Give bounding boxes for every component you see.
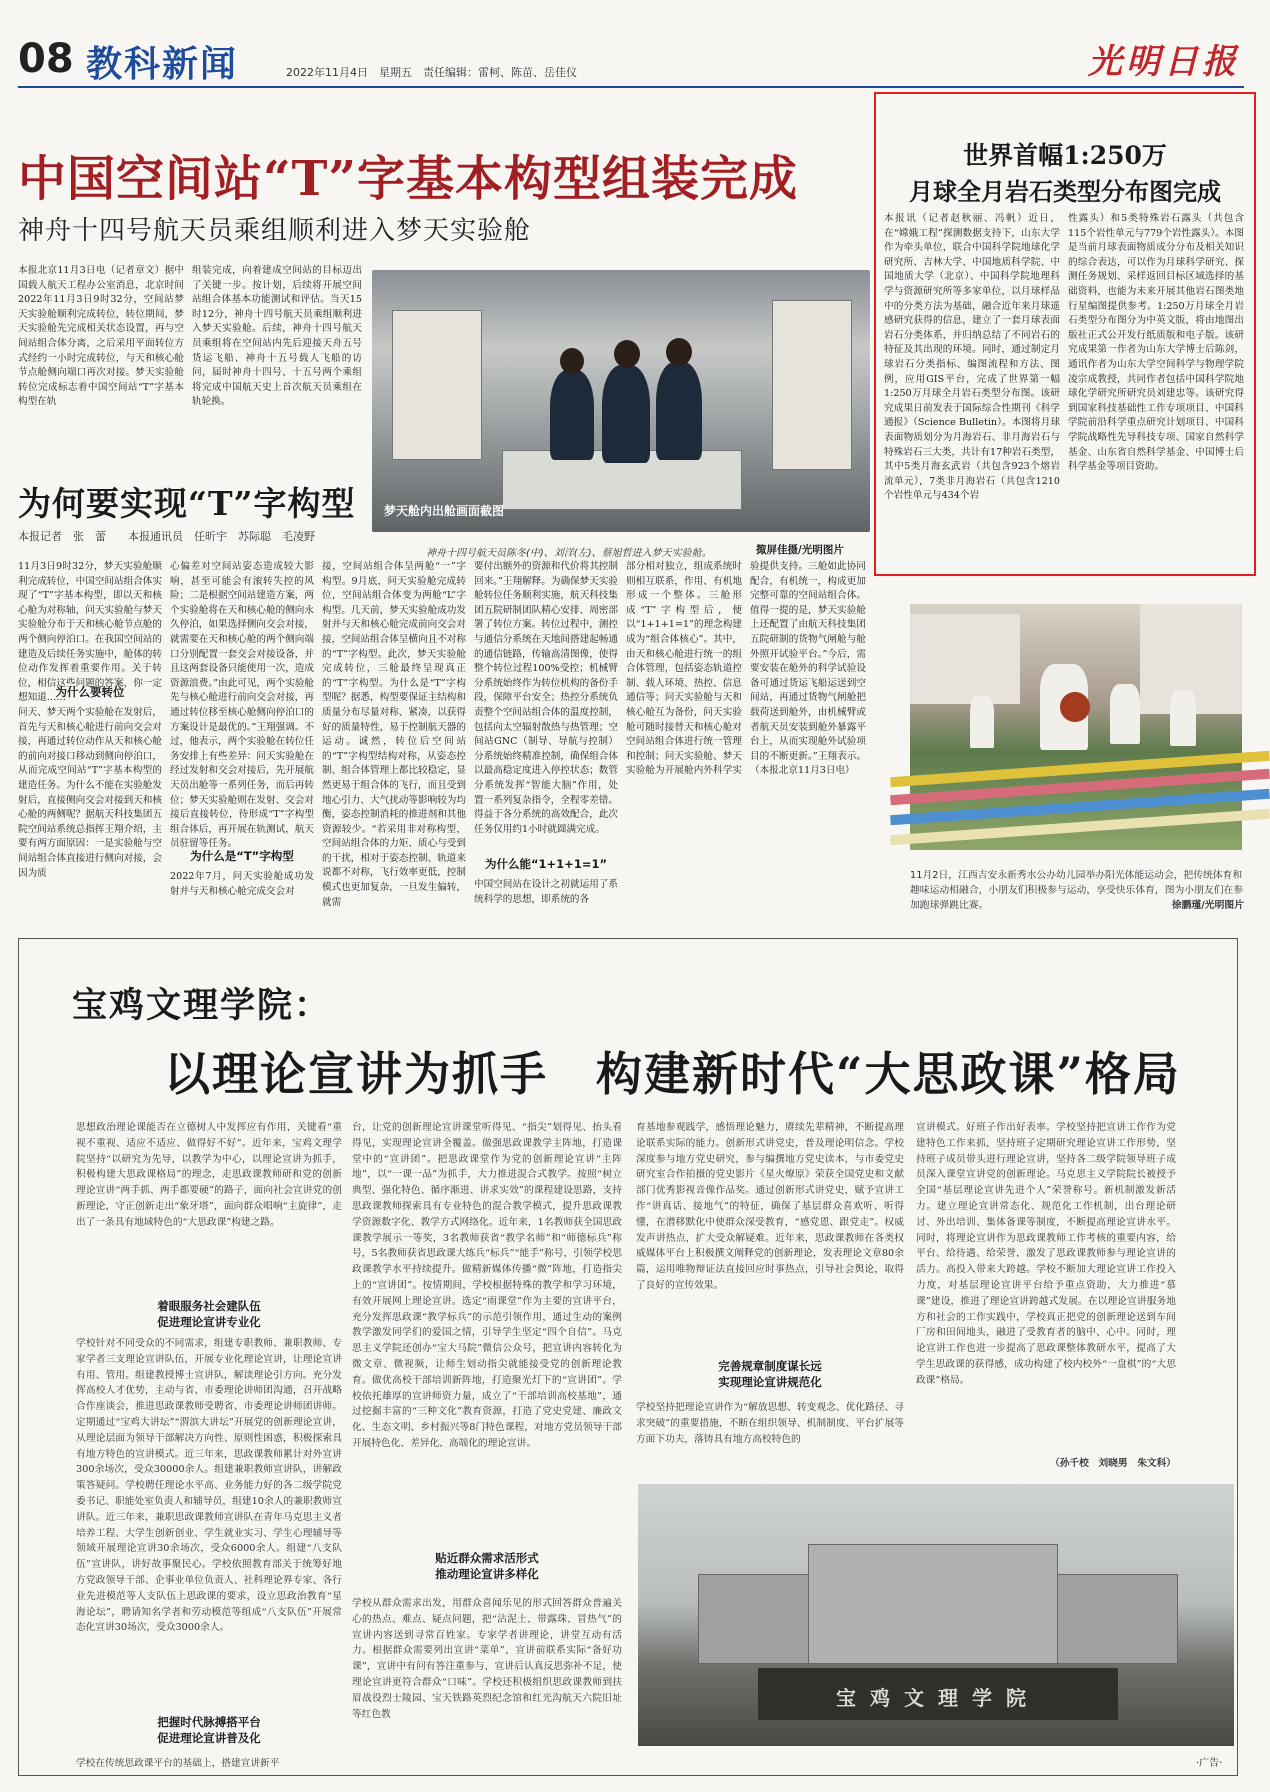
kids-sports-photo [910, 604, 1242, 850]
why-col-5: 部分相对独立，组成系统时则相互联系，作用、有机地形成一个整体。三舱形成“T”字构型后，便以“1+1+1=1”的理念构建成为“组合体核心”。其中，由天和核心舱进行统一的组合体管理，包括姿态轨道控制、载人环境、热控、信息通信等；问天实验舱与天和核心舱互为备份，问天实验舱可随时接替天和核心舱对空间站组合体进行统一管理和控制；问天实验舱、梦天实验舱为开展舱内外科学实验提供支持。三舱如此协同配合，有机统一，构成更加完整可靠的空间站组合体。值得一提的是，梦天实验舱上还配置了由航天科技集团五院研制的货物气闸舱与舱外照开试验平台。”今后，需要安装在舱外的科学试验设备可通过货运飞船运送到空间站，再通过货物气闸舱把载荷送到舱外，由机械臂或者航天员安装到舱外暴露平台上，从而实现舱外试验项目的不断更新。”王翔表示。（本报北京11月3日电） [626, 561, 866, 777]
moon-col-1: 本报讯（记者赵秋丽、冯帆）近日，在“嫦娥工程”探测数据支持下，山东大学作为牵头单位，联合中国科学院地球化学研究所、吉林大学、中国地质科学院、中国地质大学（北京）、中国科学院地理科学与资源研究所等多家单位，以月球样品中的分类方法为基础，融合近年来月球遥感研究获得的信息，建立了一套月球表面岩石分类体系，并归纳总结了不同岩石的特征及其出现的环境。同时，通过制定月球岩石分类指标、编图流程和方法、图例，应用GIS平台，完成了世界第一幅1:250万月球全月岩石类型分布图。该研究成果日前发表于国际综合性期刊《科学通报》（Science Bulletin）。本图将月球表面物质划分为月海岩石、非月海岩石与特殊岩石三大类，共计有17种岩石类型，其中5类月海玄武岩（共包含923个熔岩流单元），7类非月海岩石（共包含1210个岩性单元与434个岩 [884, 213, 1060, 502]
section-title: 教科新闻 [86, 44, 239, 85]
ad-col-4-body: 宣讲模式。好班子作出好表率。学校坚持把宣讲工作作为党建特色工作来抓，坚持班子定期研究理论宣讲工作形势，坚持班子成员带头进行理论宣讲，坚持各二级学院领导班子成员深入课堂宣讲党的创新理论。马克思主义学院院长被授予全国“基层理论宣讲先进个人”荣誉称号。新机制激发新活力。建立理论宣讲常态化、规范化工作机制，出台理论研讨、外出培训、集体备课等制度，不断提高理论宣讲水平。同时，将理论宣讲作为思政课教师工作考核的重要内容，给平台、给待遇、给荣誉，激发了思政课教师参与理论宣讲的活力。高投入带来大跨越。学校不断加大理论宣讲工作投入力度，对基层理论宣讲平台给予重点资助，大力推进“慕课”建设，推进了理论宣讲跨越式发展。在以理论宣讲服务地方和社会的工作实践中，学校真正把党的创新理论送到车间厂房和田间地头，融进了受教育者的脑中、心中。同时，理论宣讲工作也进一步提高了思政课整体教研水平，提高了大学生思政课的获得感，成功构建了校内校外“一盘棋”的“大思政课”格局。 [916, 1122, 1176, 1386]
ad-col-4-signature: （孙千校 刘晓男 朱文科） [1050, 1458, 1176, 1469]
ad-col-1-intro: 思想政治理论课能否在立德树人中发挥应有作用，关键看“重视不重视、适应不适应、做得好不好”。近年来，宝鸡文理学院坚持“以研究为先导，以教学为中心，以理论宣讲为抓手，积极构建大思政课格局”的理念，走思政课教师研和党的创新理论宣讲“两手抓、两手都要硬”的路子，面向社会宣讲党的创新理论，守正创新走出“象牙塔”，面向群众唱响“主旋律”，走出了一条具有地域特色的“大思政课”构建之路。 [76, 1122, 342, 1228]
why-col-2-body: 心偏差对空间站姿态造成较大影响，甚至可能会有滚转失控的风险；二是根据空间站建造方案，两个实验舱将在天和核心舱的侧向永久停泊，如果选择侧向交会对接，就需要在天和核心舱的两个侧向端口分别配置一套交会对接设备，并且这两套设备只能使用一次，造成资源浪费。”由此可见，两个实验舱先与核心舱进行前向交会对接，再通过转位移至核心舱侧向停泊口的方案设计是最优的。”王翔强调。不过，他表示，两个实验舱在转位任务安排上有些差异：问天实验舱在经过发射和交会对接后，先开展航天员出舱等一系列任务，而后再转位；梦天实验舱则在发射、交会对接后直接转位，待形成“T”字构型组合体后，再开展在轨测试，航天员驻留等任务。 [170, 561, 315, 850]
why-t-headline: 为何要实现“T”字构型 [18, 484, 356, 523]
why-col-2-tail: 2022年7月，问天实验舱成功发射并与天和核心舱完成交会对 [170, 871, 314, 897]
ad-col-1 [76, 1120, 342, 1769]
newspaper-logo: 光明日报 [1088, 42, 1240, 82]
ad-col-3 [636, 1120, 904, 1480]
why-col-2 [170, 560, 314, 920]
kids-caption-text: 11月2日，江西吉安永新秀水公办幼儿园举办阳光体能运动会，把传统体育和趣味运动相融合，小朋友们积极参与运动，享受快乐体育，图为小朋友们在参加跑球弹跳比赛。 [910, 870, 1244, 911]
space-station-photo [372, 270, 870, 532]
ad-col-2-subhead-2: 推动理论宣讲多样化 [435, 1567, 539, 1581]
campus-gate-sign: 宝鸡文理学院 [836, 1686, 1040, 1710]
moon-col-2: 性露头）和5类特殊岩石露头（共包含115个岩性单元与779个岩性露头）。本图是当前月球表面物质成分分布及相关知识的综合表达，可以作为月球科学研究、探测任务规划、采样返回目标区域选择的基础资料，也能为未来开展其他岩石图类地行星编图提供参考。1:250万月球全月岩石类型分布图分为中英文版，将由地图出版社正式公开发行纸质版和电子版。该研究成果第一作者为山东大学博士后陈剑，通讯作者为山东大学空间科学与物理学院凌宗成教授，共同作者包括中国科学院地球化学研究所研究员刘建忠等。该研究得到国家科技基础性工作专项项目、中国科学院前沿科学重点研究计划项目、中国科学院战略性先导科技专项、国家自然科学基金、山东省自然科学基金、中国博士后科学基金等项目资助。 [1068, 213, 1244, 473]
space-photo-caption: 神舟十四号航天员陈冬(中)、刘洋(左)、蔡旭哲进入梦天实验舱。 [426, 548, 712, 559]
lead-headline: 中国空间站“T”字基本构型组装完成 [18, 151, 798, 207]
space-photo-credit: 掫屏佳摄/光明图片 [756, 544, 844, 556]
ad-col-3-body: 育基地参观践学，感悟理论魅力，赓续先辈精神，不断提高理论联系实际的能力。创新形式讲党史，普及理论明信念。学校深度参与地方党史研究，参与编撰地方党史读本，与市委党史研究室合作拍摄的党史影片《星火燎原》荣获全国党史和文献部门优秀影视音像作品奖。通过创新形式讲党史，赋予宣讲工作“讲真话、接地气”的特征，确保了基层群众喜欢听、听得懂，在潜移默化中使群众深受教育，“感党恩、跟党走”。权威发声讲热点，扩大受众解疑难。近年来，思政课教师在各类权威媒体平台上积极撰文阐释党的创新理论，发表理论文章80余篇，运用唯物辩证法直接回应时事热点，引导社会舆论，取得了良好的宣传效果。 [636, 1122, 904, 1291]
ad-col-1-body: 学校针对不同受众的不同需求，组建专职教师、兼职教师、专家学者三支理论宣讲队伍，开展专业化理论宣讲，让理论宣讲有用、管用。组建教授博士宣讲队，解读理论引方向。充分发挥高校人才优势，主动与省、市委理论讲师团沟通，召开战略合作座谈会，推进思政课教师受聘省、市委理论讲师团讲师。定期通过“宝鸡大讲坛”“渭滨大讲坛”开展党的创新理论宣讲，从理论层面为领导干部解决方向性、原则性困惑，积极探索具有地方特色的宣讲模式。近三年来，思政课教师累计对外宣讲300余场次，受众30000余人。组建兼职教师宣讲队，讲解政策答疑问。学校聘任理论水平高、业务能力好的各二级学院党委书记、职能处室负责人和辅导员，组建10余人的兼职教师宣讲队。近三年来，兼职思政课教师宣讲队在青年马克思主义者培养工程、大学生创新创业、学生就业实习、学生心理辅导等领域开展理论宣讲30余场次，受众6000余人。组建“八支队伍”宣讲队，讲好故事聚民心。学校依照教育部关于统筹好地方党政领导干部、企事业单位负责人、社科理论界专家、各行业先进模范等人支队伍上思政课的要求，设立思政治教育“星海论坛”，聘请知名学者和劳动模范等组成“八支队伍”开展常态化宣讲30场次，受众3000余人。 [76, 1338, 342, 1634]
ad-col-2-tail: 学校从群众需求出发，用群众喜闻乐见的形式回答群众普遍关心的热点、难点、疑点问题，把“沾泥土、带露珠、冒热气”的宣讲内容送到寻常百姓家。专家学者讲理论，讲堂互动有活力。根据群众需要列出宣讲“菜单”，宣讲前联系实际“备好功课”，宣讲中有问有答注重参与，宣讲后认真反思弥补不足，使理论宣讲更符合群众“口味”。学校还积极组织思政课教师到扶眉战役烈士陵园、宝天铁路英烈纪念馆和红光沟航天六院旧址等红色教 [352, 1598, 622, 1720]
kids-photo-caption [910, 868, 1244, 913]
why-col-1-intro: 11月3日9时32分，梦天实验舱顺利完成转位，中国空间站组合体实现了“T”字基本构型，即以天和核心舱为对称轴，问天实验舱与梦天实验舱分布于天和核心舱节点舱的两个侧向停泊口。在我国空间站的建造及后续任务实施中，舱体的转位动作发挥着重要作用。关于转位，相信这些问题的答案，你一定想知道…… [18, 561, 162, 704]
moon-headline-2: 月球全月岩石类型分布图完成 [909, 177, 1221, 206]
ad-headline: 以理论宣讲为抓手 构建新时代“大思政课”格局 [164, 1047, 1181, 1101]
ad-col-1-tail: 学校在传统思政课平台的基础上，搭建宣讲新平 [76, 1758, 280, 1769]
lead-subheadline: 神舟十四号航天员乘组顺利进入梦天实验舱 [18, 216, 532, 246]
lead-text-col-2: 组装完成，向着建成空间站的目标迈出了关键一步。按计划，后续将开展空间站组合体基本功能测试和评估。当天15时12分，神舟十四号航天员乘组顺利进入梦天实验舱。后续，神舟十四号航天员乘组将在空间站内先后迎接天舟五号货运飞船、神舟十五号载人飞船的访问，届时神舟十四号、十五号两个乘组将完成中国航天史上首次航天员乘组在轨轮换。 [192, 265, 362, 408]
ad-col-1-subhead-3: 把握时代脉搏搭平台 [157, 1715, 261, 1729]
why-col-4 [474, 560, 618, 920]
why-col-1-subhead: 为什么要转位 [55, 685, 125, 699]
issue-info: 2022年11月4日 星期五 责任编辑：雷柯、陈苗、岳佳仪 [286, 66, 577, 79]
why-col-3: 接，空间站组合体呈两舱“一”字构型。9月底，问天实验舱完成转位，空间站组合体变为两舱“L”字构型。几天前，梦天实验舱成功发射并与天和核心舱完成前向交会对接，空间站组合体呈横向且不对称的“T”字构型。此次，梦天实验舱完成转位，三舱最终呈现真正的“T”字构型。为什么是“T”字构型呢？据悉，构型要保证主结构和质量分布尽量对称、紧凑，以获得好的质量特性，易于控制航天器的运动。诚然，转位后空间站的“T”字构型结构对称，从姿态控制、组合体管理上都比较稳定，显然更易于组合体的飞行，而且受到地心引力、大气扰动等影响较为均衡，姿态控制消耗的推进剂和其他资源较少。“若采用非对称构型，空间站组合体的力矩、质心与受到的干扰，相对于姿态控制、轨道来说都不对称，飞行效率更低，控制模式也更加复杂，一旦发生偏转，就需 [322, 561, 466, 908]
header-rule [18, 86, 1244, 88]
ad-col-3-subhead-1: 完善规章制度谋长远 [718, 1359, 822, 1373]
ad-col-3-tail: 学校坚持把理论宣讲作为“解放思想、转变观念、优化路径、寻求突破”的重要措施，不断在组织领导、机制制度、平台扩展等方面下功夫，落铸具有地方高校特色的 [636, 1402, 904, 1445]
why-t-byline: 本报记者 张 蕾 本报通讯员 任昕宇 苏际聪 毛凌野 [18, 530, 315, 543]
why-col-4-body: 要付出额外的资源和代价将其控制回来。”王翔解释。为确保梦天实验舱转位任务顺利实施，航天科技集团五院研制团队精心安排、周密部署了转位方案。转位过程中，测控与通信分系统在天地间搭建起畅通的通信链路，传输高清图像，使得整个转位过程100%受控；机械臂分系统始终作为转位机构的备份手段，保障平台安全；热控分系统负责整个空间站组合体的温度控制，包括向太空辐射散热与热管理；空间站GNC（制导、导航与控制）分系统始终精准控制，确保组合体以最高稳定度进入停控状态；数管分系统发挥“智能大脑”作用，处置一系列复杂指令，全程零差错。得益于各分系统的高效配合，此次任务仅用约1小时就圆满完成。 [474, 561, 619, 835]
ad-col-3-subhead-2: 实现理论宣讲规范化 [718, 1375, 822, 1389]
page-number: 08 [18, 36, 74, 82]
moon-headline-1: 世界首幅1:250万 [963, 141, 1167, 170]
photo-overlay-label: 梦天舱内出舱画面截图 [384, 504, 505, 518]
ad-col-4 [916, 1120, 1176, 1480]
ad-kicker: 宝鸡文理学院： [72, 986, 332, 1026]
why-col-1 [18, 560, 162, 920]
ad-col-2-body: 台，让党的创新理论宣讲课堂听得见、“指尖”划得见、抬头看得见，实现理论宣讲全覆盖。做强思政课教学主阵地，打造课堂中的“宣讲团”。把思政课堂作为党的创新理论宣讲“主阵地”，以“一课一品”为抓手，大力推进混合式教学。按照“树立典型、强化特色、循序渐进、讲求实效”的课程建设思路，支持思政课教师探索具有专业特色的混合教学模式，提升思政课教学资源数字化、教学方式网络化。近年来，1名教师获全国思政课教学展示一等奖，3名教师获省“教学名师”和“师德标兵”称号，5名教师获省思政课大练兵“标兵”“能手”称号，引领学校思政课教学水平持续提升。做精新媒体传播“微”阵地，打造指尖上的“宣讲团”。按情期间，学校根据特殊的教学和学习环境，有效开展网上理论宣讲。选定“雨课堂”作为主要的宣讲平台，充分发挥思政课“教学标兵”的示范引领作用，通过生动的案例教学激发同学们的爱国之情，引导学生坚定“四个自信”。马克思主义学院还创办“宝大马院”微信公众号，把宣讲内容转化为微文章、微视频，让师生划动指尖就能接受党的创新理论教育。做优高校干部培训新阵地，打造聚光灯下的“宣讲团”。学校依托雄厚的宣讲师资力量，成立了“干部培训高校基地”，通过挖掘丰富的“三种文化”教育资源，打造了党史党建、廉政文化、生态文明、乡村振兴等8门特色课程，对地方党员领导干部开展特色化、差异化、高端化的理论宣讲。 [352, 1122, 622, 1449]
ad-col-1-subhead-4: 促进理论宣讲普及化 [157, 1731, 261, 1745]
kids-photo-credit: 徐鹏瑾/光明图片 [1171, 900, 1244, 911]
ad-col-1-subhead-2: 促进理论宣讲专业化 [157, 1315, 261, 1329]
lead-text-col-1: 本报北京11月3日电（记者章文）据中国载人航天工程办公室消息，北京时间2022年11月3日9时32分，空间站梦天实验舱顺利完成转位，转位期间，梦天实验舱先完成相关状态设置，再与空间站组合体分离，之后采用平面转位方式经约一小时完成转位，与天和核心舱节点舱侧向端口再次对接。梦天实验舱转位完成标志着中国空间站“T”字基本构型在轨 [18, 265, 184, 408]
why-col-4-tail: 中国空间站在设计之初就运用了系统科学的思想，即系统的各 [474, 879, 618, 905]
campus-photo [638, 1484, 1234, 1746]
ad-col-1-subhead-1: 着眼服务社会建队伍 [157, 1299, 261, 1313]
ad-label: ·广告· [1196, 1758, 1223, 1769]
ad-col-2 [352, 1120, 622, 1764]
ad-col-2-subhead-1: 贴近群众需求活形式 [435, 1551, 539, 1565]
why-col-4-subhead: 为什么能“1+1+1=1” [484, 857, 608, 871]
why-col-2-subhead: 为什么是“T”字构型 [190, 849, 294, 863]
why-col-1-body: 问天、梦天两个实验舱在发射后，首先与天和核心舱进行前向交会对接，再通过转位动作从天和核心舱的前向对接口移动到侧向停泊口，从而完成空间站“T”字基本构型的建造任务。为什么不能在实验舱发射后，直接侧向交会对接到天和核心舱的两侧呢？据航天科技集团五院空间站系统总指挥王翔介绍，主要有两方面原因：一是实验舱与空间站组合体直接进行侧向对接，会因为质 [18, 707, 162, 879]
